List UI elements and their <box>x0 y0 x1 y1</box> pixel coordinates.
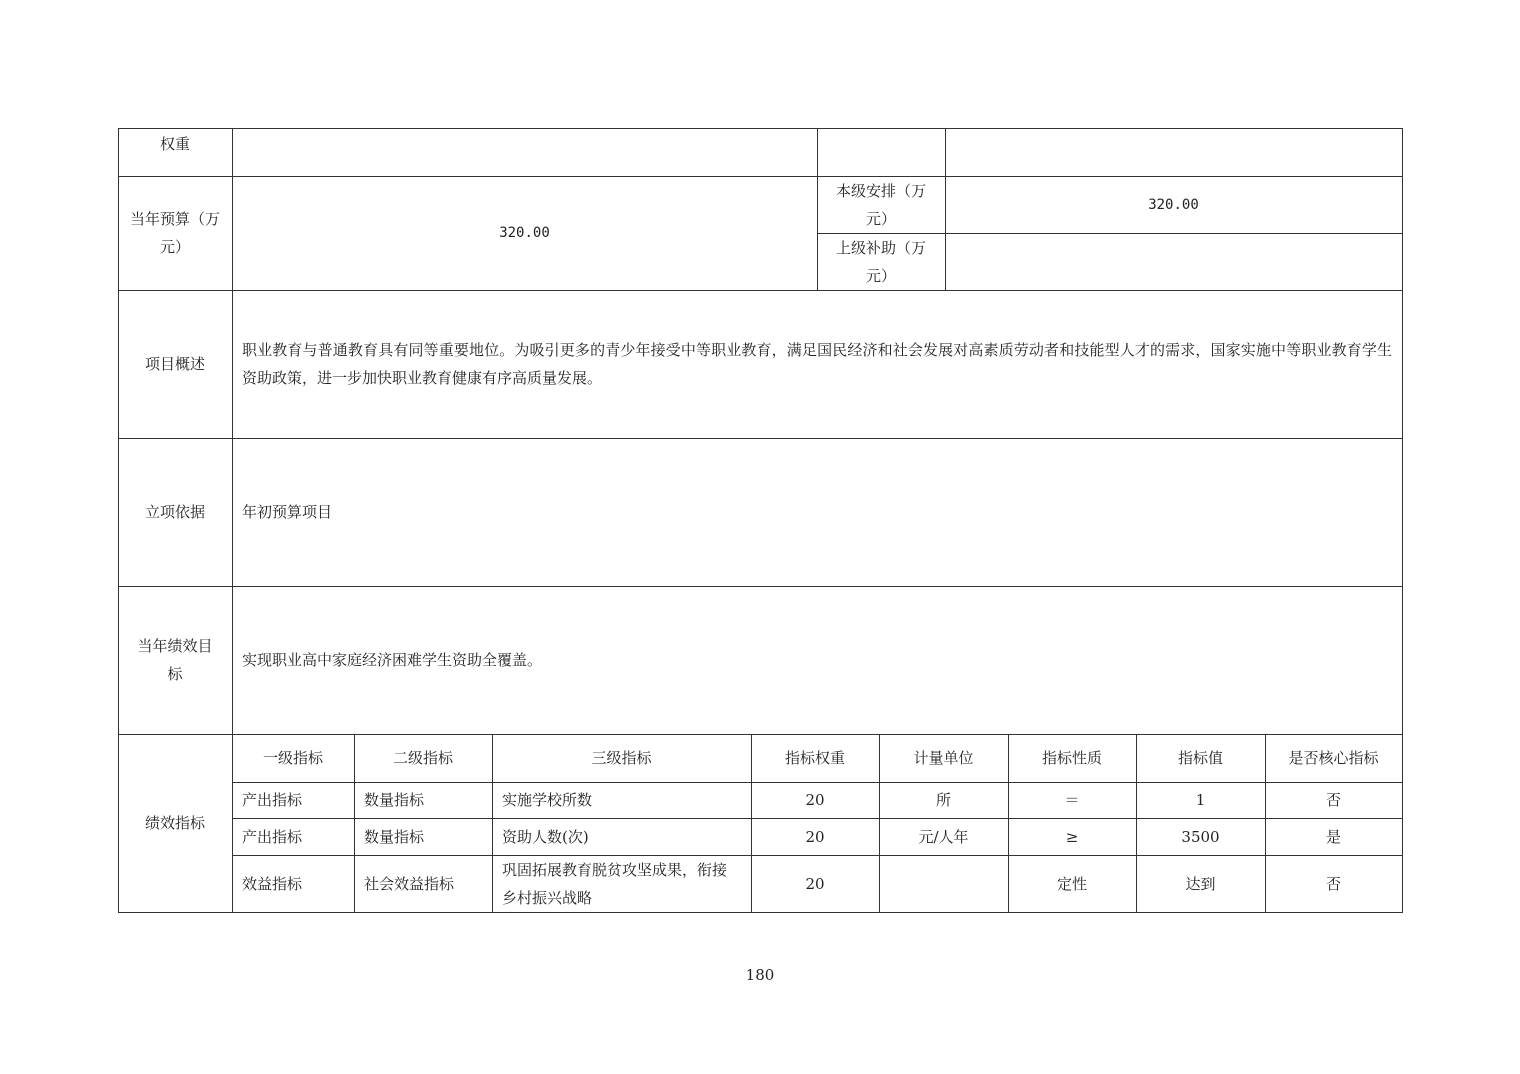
indicator-row3-level2: 社会效益指标 <box>364 874 455 893</box>
indicator-row3-value: 达到 <box>1185 874 1216 893</box>
superior-subsidy-label: 上级补助（万元） <box>835 238 926 285</box>
weight-value-cell <box>232 128 817 176</box>
indicator-row3-nature: 定性 <box>1056 874 1087 893</box>
local-allocation-value: 320.00 <box>1148 196 1199 213</box>
indicator-row3-level1: 效益指标 <box>242 874 303 893</box>
indicator-header-level2: 二级指标 <box>392 749 453 767</box>
local-allocation-label: 本级安排（万元） <box>835 181 926 228</box>
indicator-row2-weight: 20 <box>805 827 825 846</box>
overview-label: 项目概述 <box>144 355 205 373</box>
indicator-header-unit: 计量单位 <box>913 749 974 767</box>
basis-text: 年初预算项目 <box>242 503 333 521</box>
indicator-header-level1: 一级指标 <box>262 749 323 767</box>
indicator-row1-level1: 产出指标 <box>242 791 303 809</box>
indicator-row1-level3: 实施学校所数 <box>502 791 593 809</box>
overview-text: 职业教育与普通教育具有同等重要地位。为吸引更多的青少年接受中等职业教育，满足国民经济和社会发展对高素质劳动者和技能型人才的需求，国家实施中等职业教育学生资助政策，进一步加快职业教育健康有序高质量发展。 <box>242 341 1392 387</box>
indicator-row3-core: 否 <box>1325 874 1341 893</box>
indicator-header-nature: 指标性质 <box>1041 749 1102 767</box>
indicator-header-weight: 指标权重 <box>784 749 845 767</box>
indicator-row2-core: 是 <box>1325 827 1341 846</box>
indicator-row1-nature: ＝ <box>1064 791 1080 809</box>
goal-label: 当年绩效目标 <box>137 637 213 683</box>
indicator-row2-value: 3500 <box>1181 827 1220 846</box>
budget-value: 320.00 <box>499 225 550 241</box>
indicator-header-core: 是否核心指标 <box>1288 749 1379 767</box>
indicator-row3-level3: 巩固拓展教育脱贫攻坚成果，衔接乡村振兴战略 <box>502 860 728 907</box>
goal-text: 实现职业高中家庭经济困难学生资助全覆盖。 <box>242 651 543 669</box>
indicator-row1-value: 1 <box>1195 791 1206 809</box>
superior-subsidy-value <box>945 233 1402 290</box>
indicator-row1-level2: 数量指标 <box>364 791 425 809</box>
indicator-row1-core: 否 <box>1325 791 1341 809</box>
indicator-row2-unit: 元/人年 <box>918 827 969 846</box>
budget-label: 当年预算（万元） <box>129 210 220 256</box>
basis-label: 立项依据 <box>144 503 205 521</box>
indicator-row2-nature: ≥ <box>1065 827 1079 846</box>
indicator-row1-weight: 20 <box>805 791 825 809</box>
indicator-row1-unit: 所 <box>935 791 951 809</box>
weight-label: 权重 <box>159 135 190 153</box>
indicators-label: 绩效指标 <box>144 814 205 832</box>
indicator-row2-level3: 资助人数(次) <box>502 827 589 846</box>
indicator-header-value: 指标值 <box>1177 749 1223 767</box>
weight-extra-value-cell <box>945 128 1402 176</box>
indicator-row3-unit <box>879 855 1008 912</box>
indicator-header-level3: 三级指标 <box>591 749 652 767</box>
indicator-row3-weight: 20 <box>805 874 825 893</box>
page-number: 180 <box>745 966 775 984</box>
weight-extra-label-cell <box>817 128 945 176</box>
indicator-row2-level1: 产出指标 <box>242 827 303 846</box>
indicator-row2-level2: 数量指标 <box>364 827 425 846</box>
